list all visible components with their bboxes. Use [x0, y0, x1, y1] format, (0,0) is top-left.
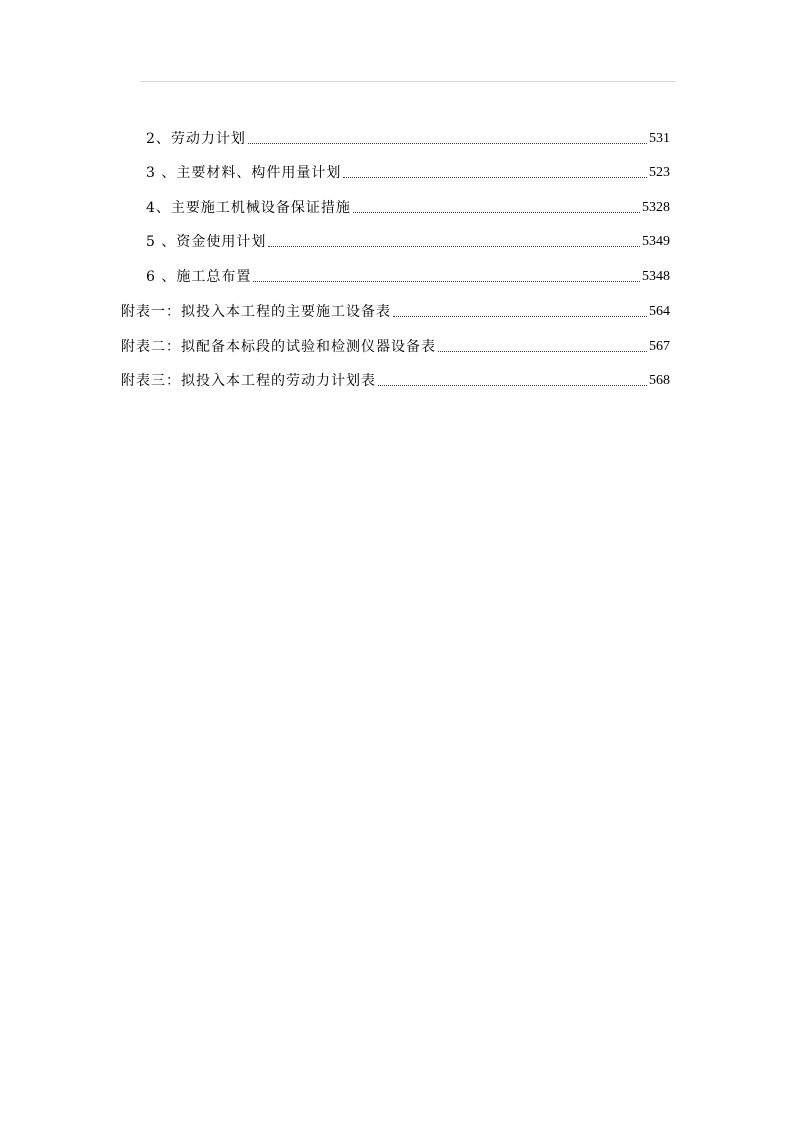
toc-entry-appendix-1[interactable] — [121, 300, 670, 322]
toc-entry-label: 5 、资金使用计划 — [146, 234, 267, 250]
toc-entry-machinery-measures[interactable] — [146, 196, 670, 218]
toc-leader-dots — [438, 351, 647, 352]
toc-entry-appendix-2[interactable] — [121, 335, 670, 357]
toc-leader-dots — [268, 246, 640, 247]
toc-entry-label: 6 、施工总布置 — [146, 269, 252, 285]
toc-entry-label: 附表三：拟投入本工程的劳动力计划表 — [121, 373, 376, 389]
toc-page-number: 5328 — [642, 200, 670, 215]
toc-entry-funding-plan[interactable] — [146, 230, 670, 252]
toc-page-number: 531 — [649, 131, 670, 146]
toc-page-number: 5348 — [642, 269, 670, 284]
toc-leader-dots — [253, 281, 640, 282]
toc-entry-label: 附表一：拟投入本工程的主要施工设备表 — [121, 304, 391, 320]
toc-entry-label: 4、主要施工机械设备保证措施 — [146, 200, 351, 216]
toc-entry-label: 2、劳动力计划 — [146, 131, 246, 147]
toc-leader-dots — [353, 212, 640, 213]
toc-entry-label: 3 、主要材料、构件用量计划 — [146, 165, 342, 181]
toc-page-number: 523 — [649, 165, 670, 180]
toc-page-number: 564 — [649, 304, 670, 319]
toc-leader-dots — [378, 385, 647, 386]
toc-page-number: 567 — [649, 339, 670, 354]
toc-entry-label: 附表二：拟配备本标段的试验和检测仪器设备表 — [121, 339, 436, 355]
toc-leader-dots — [343, 177, 647, 178]
toc-leader-dots — [248, 143, 647, 144]
toc-page-number: 5349 — [642, 234, 670, 249]
toc-entry-labor-plan[interactable] — [146, 127, 670, 149]
toc-entry-site-layout[interactable] — [146, 265, 670, 287]
toc-entry-material-plan[interactable] — [146, 161, 670, 183]
toc-entry-appendix-3[interactable] — [121, 369, 670, 391]
toc-page-number: 568 — [649, 373, 670, 388]
toc-leader-dots — [393, 316, 647, 317]
header-rule — [140, 81, 676, 82]
